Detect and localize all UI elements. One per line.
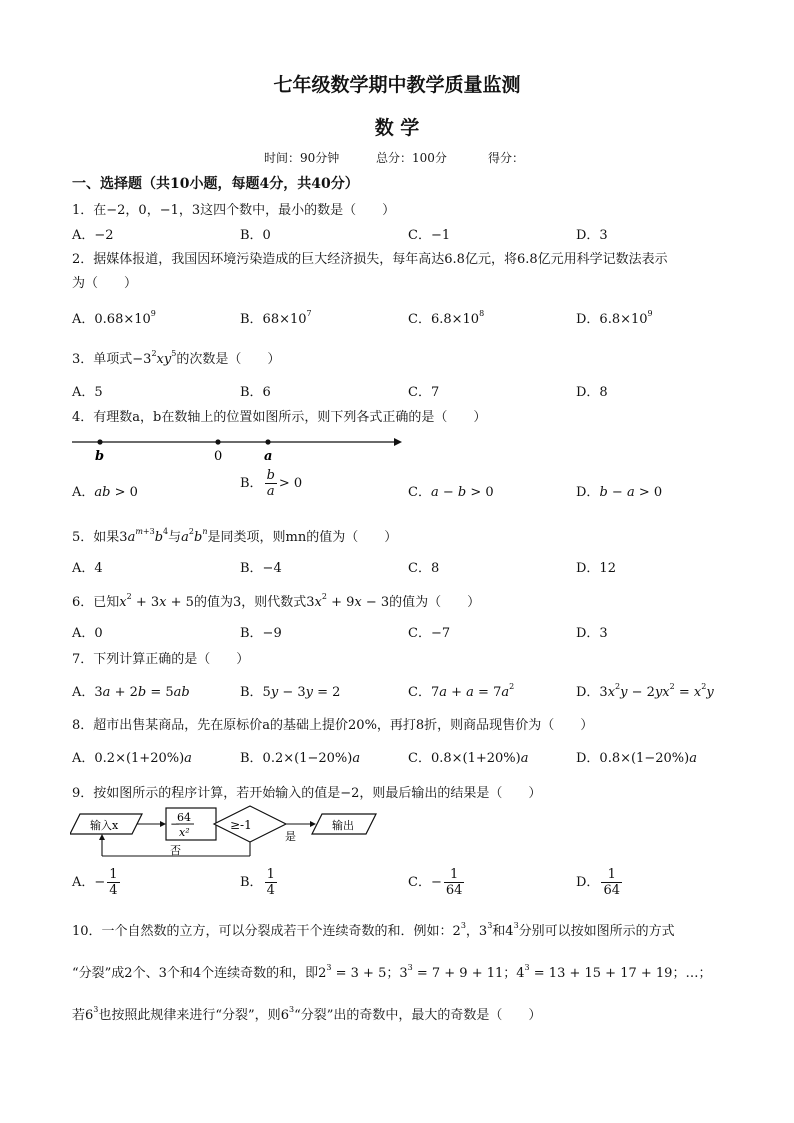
q5-option-a: A．4 <box>72 561 103 576</box>
label-zero: 0 <box>214 449 223 464</box>
question-3-stem: 3．单项式$-3^2xy^5$的次数是（ ） <box>72 349 281 367</box>
question-10-line-1: 10．一个自然数的立方，可以分裂成若干个连续奇数的和．例如：$2^3$，$3^3$和$4^3$分别可以按如图所示的方式 <box>72 921 675 939</box>
q7-option-d: D．$3x^2y - 2yx^2 = x^2y$ <box>576 682 714 700</box>
question-8-stem: 8．超市出售某商品，先在原标价a的基础上提价20%，再打8折，则商品现售价为（ ） <box>72 718 594 733</box>
q2-option-d: D．$6.8\times 10^9$ <box>576 309 653 327</box>
number-line-figure <box>68 432 408 466</box>
q5-option-c: C．8 <box>408 561 440 576</box>
flow-input-label: 输入x <box>90 819 119 832</box>
q7-option-b: B．5y − 3y = 2 <box>240 685 341 700</box>
q5-option-d: D．12 <box>576 561 616 576</box>
label-a: a <box>264 449 273 464</box>
question-7-stem: 7．下列计算正确的是（ ） <box>72 652 250 667</box>
question-6-stem: 6．已知$x^2 + 3x + 5$的值为3，则代数式$3x^2 + 9x - 3$的值为（ ） <box>72 592 481 610</box>
q1-option-d: D．3 <box>576 228 608 243</box>
q2-option-b: B．$68\times 10^7$ <box>240 309 312 327</box>
number-line-arrow <box>394 438 402 446</box>
exam-time: 时间：90分钟 <box>264 151 340 165</box>
q3-option-a: A．5 <box>72 385 103 400</box>
subject-title: 数 学 <box>374 117 420 139</box>
question-4-stem: 4．有理数a，b在数轴上的位置如图所示，则下列各式正确的是（ ） <box>72 410 487 425</box>
question-1-stem: 1．在−2，0，−1，3这四个数中，最小的数是（ ） <box>72 203 396 218</box>
q8-option-a: A．0.2×(1+20%)a <box>72 751 192 766</box>
q9-option-d: D． $\frac{1}{64}$ <box>576 867 620 898</box>
q6-option-a: A．0 <box>72 626 103 641</box>
q4-option-d: D．b − a > 0 <box>576 485 663 500</box>
q2-option-c: C．$6.8\times 10^8$ <box>408 309 485 327</box>
flow-output-label: 输出 <box>332 819 354 832</box>
question-5-stem: 5．如果$3a^{m+3}b^4$与$a^2b^n$是同类项，则mn的值为（ ） <box>72 527 398 545</box>
section-heading: 一、选择题（共10小题，每题4分，共40分） <box>72 176 359 192</box>
question-10-line-3: 若$6^3$也按照此规律来进行“分裂”，则$6^3“$分裂”出的奇数中，最大的奇数是（ ） <box>72 1005 542 1023</box>
point-b <box>97 439 102 444</box>
q9-option-b: B． $\frac{1}{4}$ <box>240 867 275 898</box>
q8-option-d: D．0.8×(1−20%)a <box>576 751 697 766</box>
question-2-stem: 2．据媒体报道，我国因环境污染造成的巨大经济损失，每年高达6.8亿元，将6.8亿元用科学记数法表示 <box>72 252 668 267</box>
q4-option-c: C．a − b > 0 <box>408 485 494 500</box>
svg-text:−: − <box>170 817 181 831</box>
q7-option-a: A．3a + 2b = 5ab <box>72 685 190 700</box>
flow-yes-label: 是 <box>285 830 296 843</box>
q7-option-c: C．$7a + a = 7a^2$ <box>408 682 515 700</box>
q1-option-c: C．−1 <box>408 228 451 243</box>
q1-option-a: A．−2 <box>72 228 114 243</box>
q8-option-b: B．0.2×(1−20%)a <box>240 751 361 766</box>
q3-option-d: D．8 <box>576 385 608 400</box>
q6-option-c: C．−7 <box>408 626 451 641</box>
q3-option-c: C．7 <box>408 385 440 400</box>
q4-option-a: A．ab > 0 <box>72 485 138 500</box>
q8-option-c: C．0.8×(1+20%)a <box>408 751 529 766</box>
svg-text:x²: x² <box>179 826 190 839</box>
q3-option-b: B．6 <box>240 385 271 400</box>
point-a <box>265 439 270 444</box>
q9-option-c: C．− $\frac{1}{64}$ <box>408 867 463 898</box>
q9-option-a: A．− $\frac{1}{4}$ <box>72 867 118 898</box>
exam-score: 得分： <box>488 151 525 165</box>
exam-total: 总分：100分 <box>376 151 447 165</box>
flow-no-label: 否 <box>170 844 181 857</box>
label-b: b <box>95 449 105 464</box>
flow-condition-label: ≥-1 <box>230 818 252 832</box>
point-0 <box>215 439 220 444</box>
q6-option-d: D．3 <box>576 626 608 641</box>
flowchart-figure <box>70 804 390 860</box>
q5-option-b: B．−4 <box>240 561 282 576</box>
question-2-stem-cont: 为（ ） <box>72 276 138 291</box>
q2-option-a: A．$0.68\times 10^9$ <box>72 309 156 327</box>
q6-option-b: B．−9 <box>240 626 282 641</box>
question-10-line-2: “分裂”成2个、3个和4个连续奇数的和，即$2^3 = 3 + 5$；$3^3 = 7 + 9 + 11$；$4^3 = 13 + 15 + 17 + 19$；…； <box>72 963 712 981</box>
flow-frac-numerator: 64 <box>177 811 191 824</box>
q4-option-b: B． $\frac{b}{a}$ > 0 <box>240 468 303 499</box>
q1-option-b: B．0 <box>240 228 271 243</box>
exam-title: 七年级数学期中教学质量监测 <box>273 74 521 96</box>
question-9-stem: 9．按如图所示的程序计算，若开始输入的值是−2，则最后输出的结果是（ ） <box>72 786 542 801</box>
